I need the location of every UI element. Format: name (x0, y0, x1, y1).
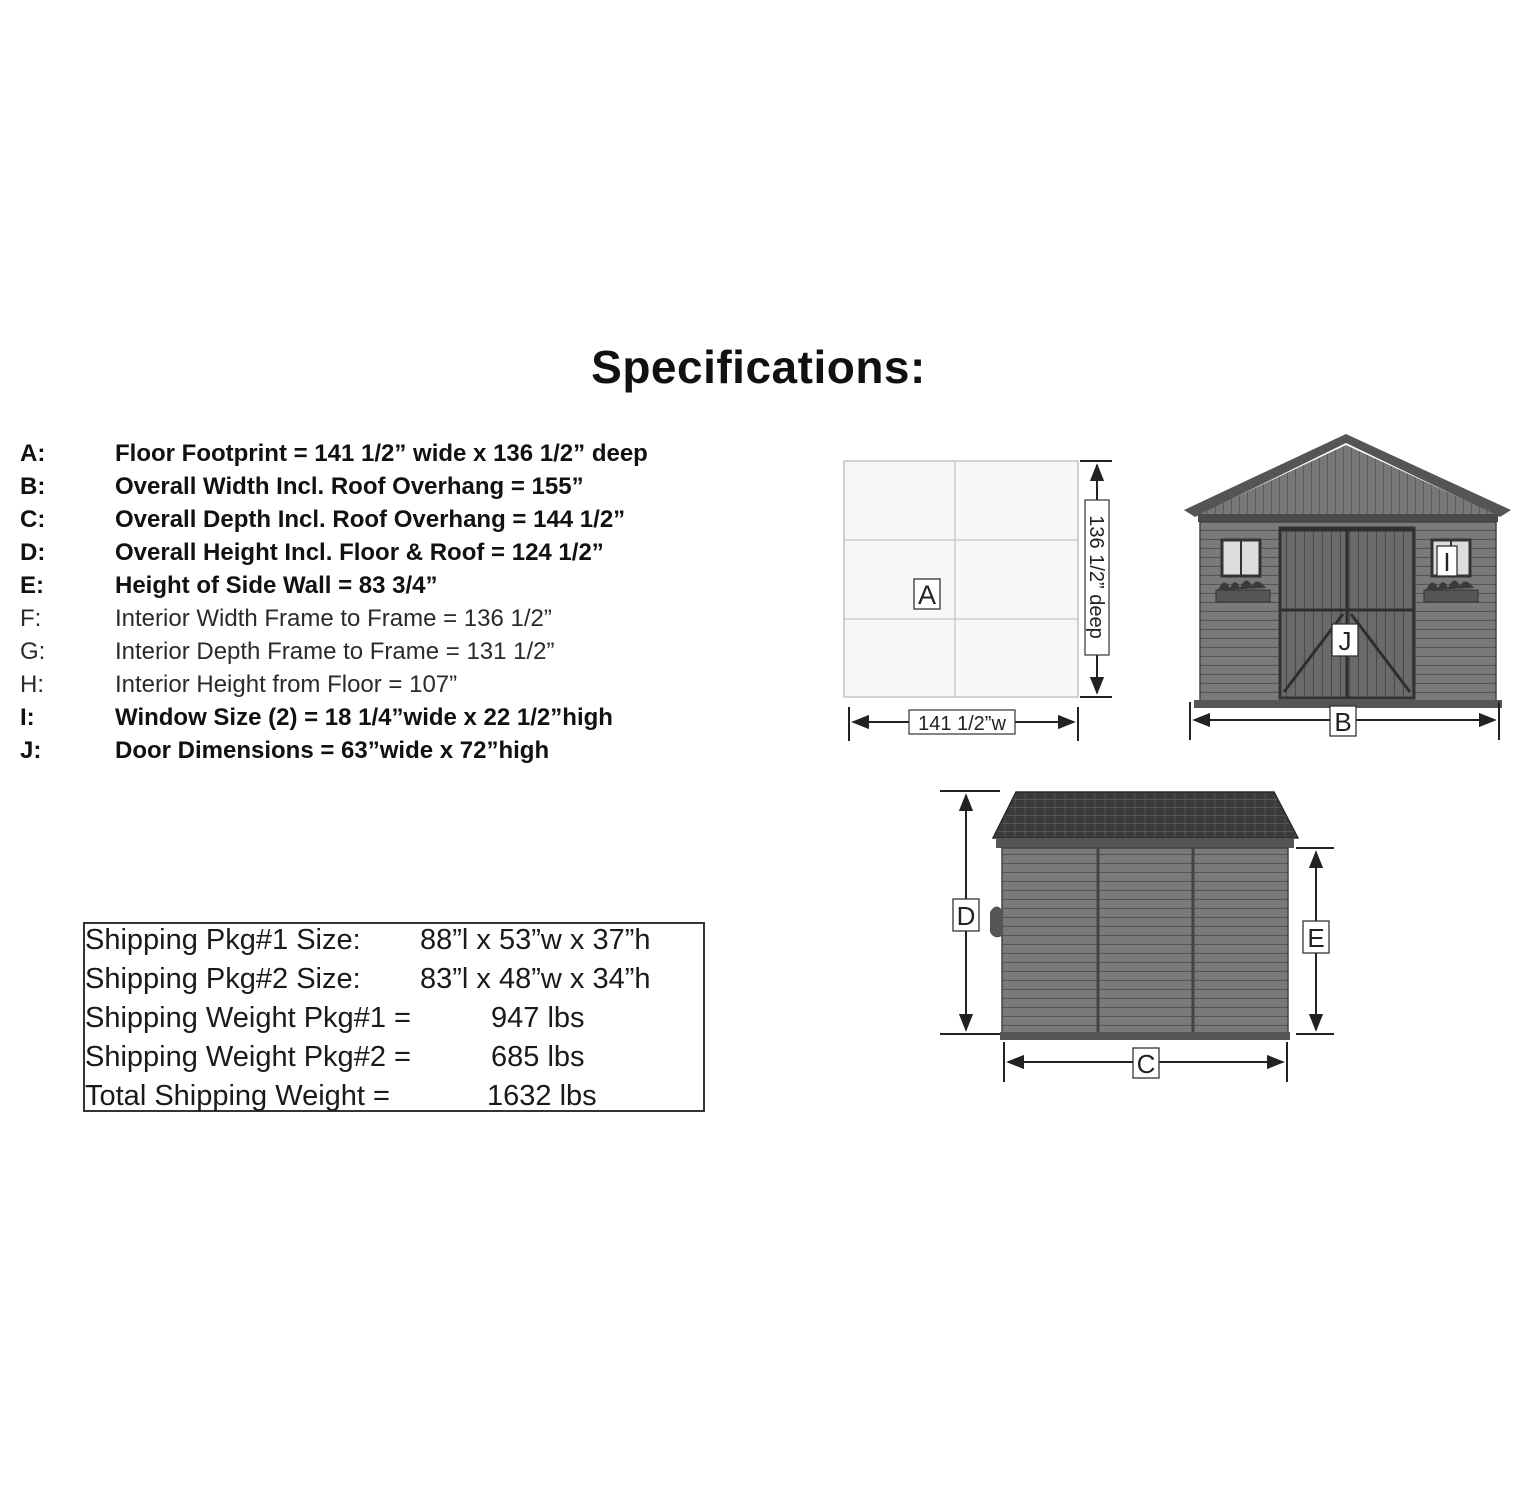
spec-letter: E: (20, 572, 44, 599)
spec-letter: B: (20, 473, 46, 500)
wall-letter: E (1307, 923, 1325, 953)
depth-label: 136 1/2” deep (1085, 515, 1107, 639)
shipping-value: 685 lbs (491, 1041, 585, 1073)
shipping-value: 947 lbs (491, 1002, 585, 1034)
front-width-letter: B (1334, 707, 1352, 737)
spec-text: Overall Depth Incl. Roof Overhang = 144 1/2” (115, 506, 626, 533)
shipping-label: Shipping Weight Pkg#1 = (85, 1002, 411, 1034)
floor-plan (844, 461, 1112, 741)
shipping-label: Shipping Weight Pkg#2 = (85, 1041, 411, 1073)
spec-text: Height of Side Wall = 83 3/4” (115, 572, 438, 599)
spec-text: Interior Depth Frame to Frame = 131 1/2” (115, 638, 555, 665)
floor-outline (844, 461, 1078, 697)
spec-text: Floor Footprint = 141 1/2” wide x 136 1/2” deep (115, 440, 648, 467)
width-label: 141 1/2”w (918, 713, 1006, 735)
side-fascia (996, 838, 1294, 848)
door-letter: J (1338, 626, 1352, 656)
spec-letter: H: (20, 671, 44, 698)
window-letter: I (1443, 547, 1451, 577)
spec-text: Door Dimensions = 63”wide x 72”high (115, 737, 550, 764)
spec-text: Overall Width Incl. Roof Overhang = 155” (115, 473, 584, 500)
side-floor-base (1000, 1032, 1290, 1040)
spec-letter: A: (20, 440, 46, 467)
spec-letter: I: (20, 704, 35, 731)
gable (1198, 445, 1497, 515)
shipping-label: Shipping Pkg#1 Size: (85, 924, 361, 956)
side-depth-letter: C (1136, 1049, 1156, 1079)
front-elevation (1184, 434, 1511, 740)
spec-letter: D: (20, 539, 46, 566)
right-flower-box (1424, 590, 1478, 602)
side-roof (993, 792, 1298, 838)
side-flower-box (990, 906, 1002, 937)
side-elevation (940, 791, 1334, 1082)
left-flower-box (1216, 590, 1270, 602)
spec-letter: F: (20, 605, 42, 632)
floor-letter: A (917, 580, 937, 610)
spec-letter: J: (20, 737, 42, 764)
spec-text: Interior Width Frame to Frame = 136 1/2” (115, 605, 552, 632)
shipping-value: 88”l x 53”w x 37”h (420, 924, 651, 956)
shipping-value: 1632 lbs (487, 1080, 597, 1112)
spec-text: Window Size (2) = 18 1/4”wide x 22 1/2”high (115, 704, 613, 731)
height-letter: D (956, 901, 976, 931)
shipping-label: Total Shipping Weight = (85, 1080, 390, 1112)
shipping-label: Shipping Pkg#2 Size: (85, 963, 361, 995)
spec-text: Interior Height from Floor = 107” (115, 671, 458, 698)
side-wall (1002, 848, 1288, 1034)
shipping-value: 83”l x 48”w x 34”h (420, 963, 651, 995)
page-title: Specifications: (591, 341, 926, 393)
spec-letter: G: (20, 638, 46, 665)
fascia (1198, 514, 1498, 522)
spec-letter: C: (20, 506, 46, 533)
spec-text: Overall Height Incl. Floor & Roof = 124 1/2” (115, 539, 604, 566)
